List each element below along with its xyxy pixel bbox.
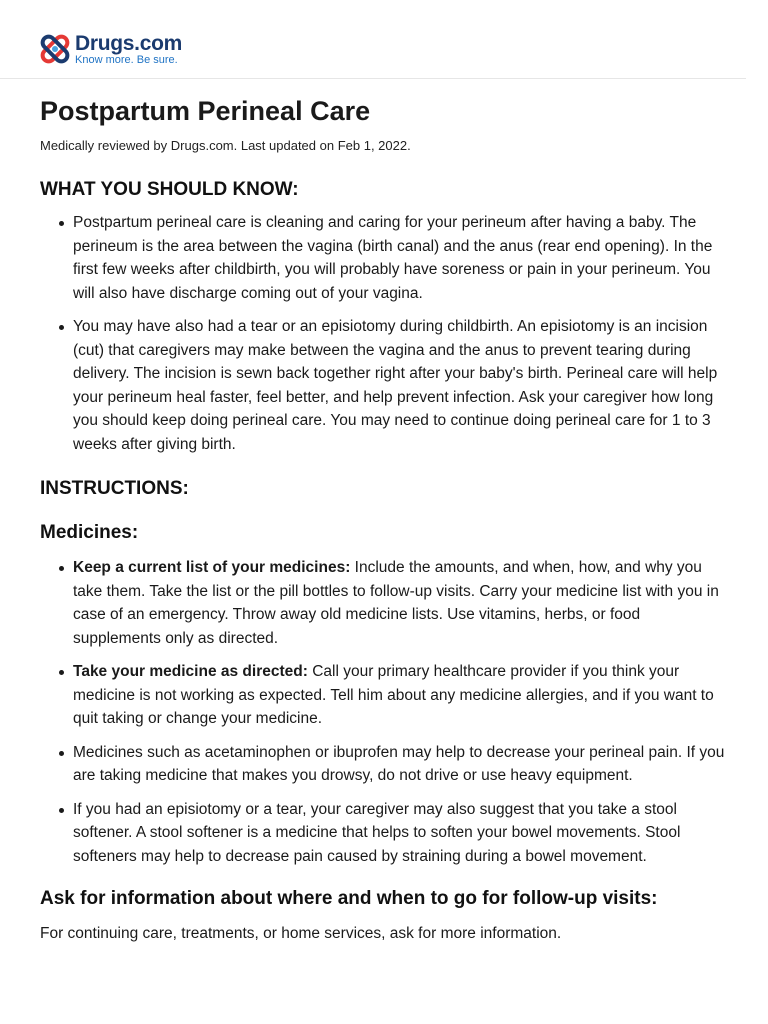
follow-up-text: For continuing care, treatments, or home services, ask for more information. xyxy=(40,925,562,942)
logo-name: Drugs.com xyxy=(75,32,182,55)
medicines-list xyxy=(40,556,730,868)
drugs-com-logo-icon xyxy=(38,33,72,65)
section-heading-what-you-should-know: WHAT YOU SHOULD KNOW: xyxy=(40,179,299,200)
review-meta: Medically reviewed by Drugs.com. Last updated on Feb 1, 2022. xyxy=(40,138,411,153)
list-item xyxy=(73,660,730,731)
list-item: Postpartum perineal care is cleaning and caring for your perineum after having a baby. The perineum is the area between the vagina (birth canal) and the anus (rear end opening). In the first few weeks after childbirth, you will probably have soreness or pain in your perineum. You will also have discharge coming out of your vagina. xyxy=(73,211,730,305)
article-content xyxy=(40,93,730,945)
drugs-com-logo[interactable] xyxy=(38,33,198,69)
list-item: You may have also had a tear or an episiotomy during childbirth. An episiotomy is an incision (cut) that caregivers may make between the vagina and the anus to prevent tearing during delivery. The incision is sewn back together right after your baby's birth. Perineal care will help your perineum heal faster, feel better, and help prevent infection. Ask your caregiver how long you should keep doing perineal care. You may need to continue doing perineal care for 1 to 3 weeks after giving birth. xyxy=(73,315,730,456)
list-item xyxy=(73,741,730,788)
item-lead: Take your medicine as directed: xyxy=(73,663,308,680)
list-item xyxy=(73,556,730,650)
logo-tagline: Know more. Be sure. xyxy=(75,54,178,66)
know-list xyxy=(40,211,730,456)
item-text: Include the amounts, and when, how, and why you take them. Take the list or the pill bottles to follow-up visits. Carry your medicine list with you in case of an emergency. Throw away old medicine lists. Use vitamins, herbs, or food supplements only as directed. xyxy=(73,559,719,647)
list-item xyxy=(73,798,730,869)
subheading-medicines: Medicines: xyxy=(40,522,139,543)
item-text: Medicines such as acetaminophen or ibuprofen may help to decrease your perineal pain. If you are taking medicine that makes you drowsy, do not drive or use heavy equipment. xyxy=(73,743,725,784)
section-heading-instructions: INSTRUCTIONS: xyxy=(40,478,189,499)
item-lead: Keep a current list of your medicines: xyxy=(73,559,351,576)
item-text: Call your primary healthcare provider if you think your medicine is not working as expected. Tell him about any medicine allergies, and if you want to quit taking or change your medicine. xyxy=(73,663,714,727)
subheading-follow-up-visits: Ask for information about where and when to go for follow-up visits: xyxy=(40,888,658,909)
item-text: If you had an episiotomy or a tear, your caregiver may also suggest that you take a stool softener. A stool softener is a medicine that helps to soften your bowel movements. Stool softeners may help to decrease pain caused by straining during a bowel movement. xyxy=(73,800,681,865)
page-title: Postpartum Perineal Care xyxy=(40,96,371,126)
site-header xyxy=(0,0,746,79)
